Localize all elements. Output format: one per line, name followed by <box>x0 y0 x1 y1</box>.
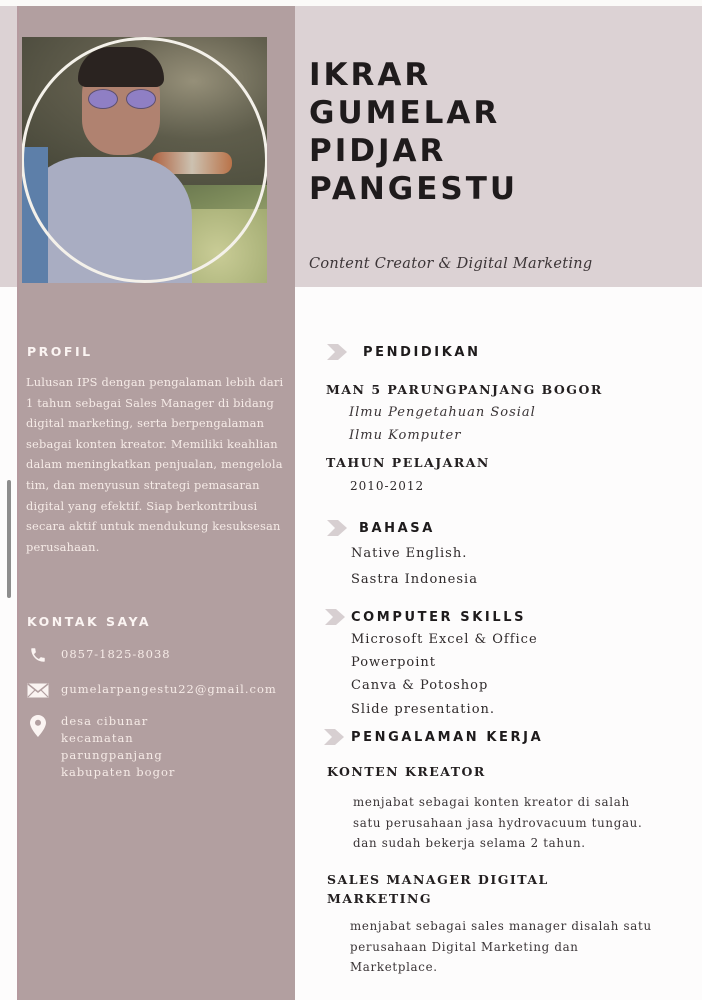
address-lines <box>61 713 175 781</box>
job-description <box>350 916 652 978</box>
name-line: PANGESTU <box>309 171 519 207</box>
email-address: gumelarpangestu22@gmail.com <box>61 682 277 696</box>
name-line: GUMELAR <box>309 95 501 131</box>
job-subtitle: Content Creator & Digital Marketing <box>309 256 593 272</box>
job-description <box>353 792 642 854</box>
left-column-edge <box>17 6 19 1000</box>
phone-icon <box>27 646 49 664</box>
contact-address <box>27 713 175 781</box>
languages-heading: BAHASA <box>359 520 435 536</box>
job-title <box>327 870 549 908</box>
contact-phone <box>27 646 171 664</box>
scrollbar[interactable] <box>7 480 11 598</box>
language-item: Native English. <box>351 546 468 561</box>
education-heading: PENDIDIKAN <box>363 344 481 360</box>
address-line: kecamatan <box>61 731 134 745</box>
profile-text: Lulusan IPS dengan pengalaman lebih dari 1 tahun sebagai Sales Manager di bidang digital marketing, serta berpengalaman sebagai konten kreator. Memiliki keahlian dalam meningkatkan penjualan, mengelola tim, dan menyusun strategi pemasaran digital yang efektif. Siap berkontribusi secara aktif untuk mendukung kesuksesan perusahaan. <box>26 375 284 554</box>
languages-heading-row <box>327 520 435 536</box>
job-description-line: Marketplace. <box>350 960 438 974</box>
major-item: Ilmu Komputer <box>349 428 462 443</box>
address-line: desa cibunar <box>61 714 149 728</box>
contact-heading: KONTAK SAYA <box>27 614 151 629</box>
skill-item: Slide presentation. <box>351 702 496 717</box>
experience-heading-row <box>324 729 543 745</box>
name-line: IKRAR <box>309 57 432 93</box>
job-title: KONTEN KREATOR <box>327 764 486 779</box>
location-pin-icon <box>27 715 49 737</box>
job-description-line: perusahaan Digital Marketing dan <box>350 939 579 954</box>
address-line: kabupaten bogor <box>61 765 176 779</box>
job-title-line: SALES MANAGER DIGITAL <box>327 872 549 887</box>
mail-icon <box>27 681 49 699</box>
job-title-line: MARKETING <box>327 891 433 906</box>
chevron-right-icon <box>325 609 345 625</box>
skills-heading: COMPUTER SKILLS <box>351 609 527 625</box>
experience-heading: PENGALAMAN KERJA <box>351 729 544 745</box>
skill-item: Canva & Potoshop <box>351 678 489 693</box>
school-name: MAN 5 PARUNGPANJANG BOGOR <box>326 382 603 397</box>
year-label: TAHUN PELAJARAN <box>326 455 490 470</box>
education-heading-row <box>327 344 481 360</box>
address-line: parungpanjang <box>61 748 163 762</box>
job-description-line: menjabat sebagai sales manager disalah satu <box>350 919 652 933</box>
skill-item: Powerpoint <box>351 655 436 670</box>
job-description-line: satu perusahaan jasa hydrovacuum tungau. <box>353 815 643 830</box>
chevron-right-icon <box>327 520 347 536</box>
chevron-right-icon <box>327 344 347 360</box>
contact-email <box>27 681 277 699</box>
skill-item: Microsoft Excel & Office <box>351 632 538 647</box>
phone-number: 0857-1825-8038 <box>61 647 171 661</box>
job-description-line: dan sudah bekerja selama 2 tahun. <box>353 836 586 850</box>
language-item: Sastra Indonesia <box>351 572 478 587</box>
profile-heading: PROFIL <box>27 344 93 359</box>
full-name <box>309 56 518 208</box>
chevron-right-icon <box>324 729 344 745</box>
name-line: PIDJAR <box>309 133 447 169</box>
job-description-line: menjabat sebagai konten kreator di salah <box>353 795 630 809</box>
major-item: Ilmu Pengetahuan Sosial <box>349 405 536 420</box>
profile-photo <box>22 37 267 283</box>
year-range: 2010-2012 <box>350 479 425 493</box>
photo-circle-frame <box>22 37 267 283</box>
skills-heading-row <box>325 609 526 625</box>
